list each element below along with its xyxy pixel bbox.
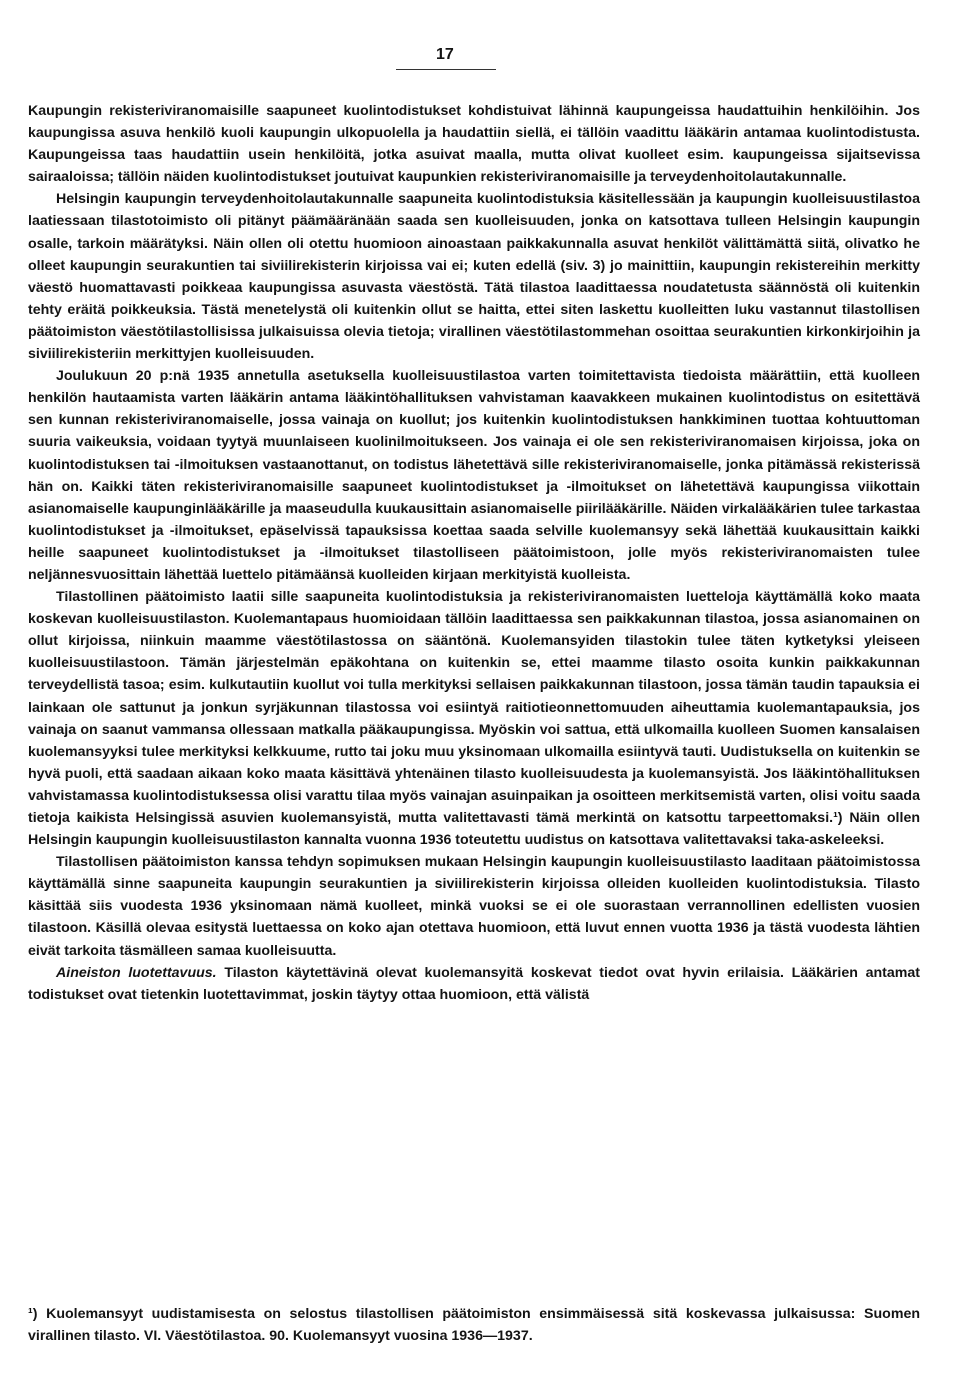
section-run-in-heading: Aineiston luotettavuus. — [56, 964, 217, 981]
paragraph-1: Kaupungin rekisteriviranomaisille saapuneet kuolintodistukset kohdistuivat lähinnä kaupungeissa haudattuihin henkilöihin. Jos kaupungissa asuva henkilö kuoli kaupungin ulkopuolella ja haudattiin siellä, ei tällöin vaadittu lääkärin antamaa kuolintodistusta. Kaupungeissa taas haudattiin usein henkilöitä, jotka asuivat maalla, mutta olivat kuolleet esim. kaupungeissa sijaitsevissa sairaaloissa; tällöin näiden kuolintodistukset joutuivat kaupunkien rekisteriviranomaisille ja terveydenhoitolautakunnalle. — [28, 103, 920, 186]
footnote-marker: ¹) — [28, 1306, 38, 1322]
paragraph-5: Tilastollisen päätoimiston kanssa tehdyn sopimuksen mukaan Helsingin kaupungin kuolleisuustilasto laaditaan päätoimistossa käyttämällä sinne saapuneita kaupungin seurakuntien ja siviilirekisterin kirjoissa olleiden kuolleiden kuolintodistuksia. Tilasto käsittää siis vuodesta 1936 yksinomaan nämä kuolleet, minkä vuoksi se ei ole suorastaan verrannollinen edellisten vuosien tilastoon. Käsillä olevaa esitystä luettaessa on koko ajan otettava huomioon, että luvut ennen vuotta 1936 ja tästä vuodesta lähtien eivät tarkoita täsmälleen samaa kuolleisuutta. — [28, 854, 920, 959]
footnote-paragraph — [28, 1303, 920, 1347]
body-text — [28, 100, 920, 1006]
footnote — [28, 1303, 920, 1347]
paragraph-3: Joulukuun 20 p:nä 1935 annetulla asetuksella kuolleisuustilastoa varten toimitettavista tiedoista määrättiin, että kuolleen henkilön hautaamista varten lääkärin antama lääkintöhallituksen vahvistaman kaavakkeen mukainen kuolintodistus on esitettävä sen kunnan rekisteriviranomaiselle, jossa vainaja on kuollut; jos kuitenkin kuolintodistuksen hankkiminen tuottaa kohtuuttoman suuria vaikeuksia, voidaan tyytyä muunlaiseen kuolinilmoitukseen. Jos vainaja ei ole sen rekisteriviranomaisen kirjoissa, joka on kuolintodistuksen tai -ilmoituksen vastaanottanut, on todistus lähetettävä sille rekisteriviranomaiselle, jonka pitämässä rekisterissä hän on. Kaikki täten rekisteriviranomaisille saapuneet kuolintodistukset ja -ilmoitukset on lähetettävä kaupungissa viikottain asianomaiselle kaupunginlääkärille ja maaseudulla kuukausittain asianomaiselle piirilääkärille. Näiden virkalääkärien tulee tarkastaa kuolintodistukset ja -ilmoitukset, epäselvissä tapauksissa koettaa saada selville kuolemansyy sekä lähettää kuukausittain kaikki heille saapuneet kuolintodistukset ja -ilmoitukset tilastolliseen päätoimistoon, jolle myös rekisteriviranomaisten tulee neljännesvuosittain lähettää luettelo pitämäänsä kuolleiden kirjaan merkityistä kuolleista. — [28, 368, 920, 583]
paragraph-4: Tilastollinen päätoimisto laatii sille saapuneita kuolintodistuksia ja rekisteriviranomaisten luetteloja käyttämällä koko maata koskevan kuolleisuustilaston. Kuolemantapaus huomioidaan tällöin laadittaessa sen paikkakunnan tilastoa, jossa asianomainen on ollut kirjoissa, niinkuin maamme väestötilastossa on sääntönä. Kuolemansyiden tilastokin tulee täten kytketyksi yleiseen kuolleisuustilastoon. Tämän järjestelmän epäkohtana on kuitenkin se, ettei maamme tilasto osoita kunkin paikkakunnan terveydellistä tasoa; esim. kulkutautiin kuollut voi tulla merkityksi sellaisen paikkakunnan tilastoon, jossa tämän taudin tapauksia ei lainkaan ole sattunut ja jonkun syrjäkunnan tilastossa voi esiintyä raitiotieonnettomuuden aiheuttamia kuolemantapauksia, jos vainaja on saanut vammansa ollessaan matkalla pääkaupungissa. Myöskin voi sattua, että ulkomailla kuolleen Suomen kansalaisen kuolemansyyksi tulee merkityksi kelkkuume, rutto tai joku muu yksinomaan ulkomailla esiintyvä tauti. Uudistuksella on kuitenkin se hyvä puoli, että saadaan aikaan koko maata käsittävä yhtenäinen tilasto kuolleisuudesta ja kuolemansyistä. Jos lääkintöhallituksen vahvistamassa kuolintodistuksessa olisi varattu tilaa myös vainajan asuinpaikan ja osoitteen merkitsemistä varten, olisi voitu saada tietoja kaikista Helsingissä asuvien kuolemansyistä, mutta valitettavasti tämä merkintä on katsottu tarpeettomaksi.¹) Näin ollen Helsingin kaupungin kuolleisuustilaston kannalta vuonna 1936 toteutettu uudistus on katsottava valitettavaksi taka-askeleeksi. — [28, 589, 920, 849]
page-number: 17 — [436, 46, 454, 63]
page-number-rule — [396, 69, 496, 70]
footnote-text: Kuolemansyyt uudistamisesta on selostus tilastollisen päätoimiston ensimmäisessä sitä koskevassa julkaisussa: Suomen virallinen tilasto. VI. Väestötilastoa. 90. Kuolemansyyt vuosina 1936—1937. — [28, 1306, 920, 1344]
paragraph-6 — [28, 962, 920, 1006]
paragraph-6-text: Tilaston käytettävinä olevat kuolemansyitä koskevat tiedot ovat hyvin erilaisia. Lääkärien antamat todistukset ovat tietenkin luotettavimmat, joskin täytyy ottaa huomioon, että välistä — [28, 964, 921, 1003]
paragraph-2: Helsingin kaupungin terveydenhoitolautakunnalle saapuneita kuolintodistuksia käsitellessään ja kaupungin kuolleisuustilastoa laatiessaan tilastotoimisto oli pitänyt päämääränään saada sen kuolleisuuden, jonka on katsottava tulleen Helsingin kaupungin osalle, tarkoin määrätyksi. Näin ollen oli otettu huomioon ainoastaan paikkakunnalla asuvat henkilöt välittämättä siitä, olivatko he olleet kaupungin seurakuntien tai siviilirekisterin kirjoissa vai ei; kuten edellä (siv. 3) jo mainittiin, kaupungin rekistereihin merkitty väestö huomattavasti poikkeaa kaupungissa asuvasta väestöstä. Tätä tilastoa laadittaessa noudatetusta säännöstä oli kuitenkin tehty eräitä poikkeuksia. Tästä menetelystä oli kuitenkin ollut se haitta, ettei siten laskettu kuolleitten luku vastannut tilastollisen päätoimiston väestötilastollisissa julkaisuissa olevia tietoja; virallinen väestötilastommehan osoittaa seurakuntien kirkonkirjoihin ja siviilirekisteriin merkittyjen kuolleisuuden. — [28, 191, 920, 363]
